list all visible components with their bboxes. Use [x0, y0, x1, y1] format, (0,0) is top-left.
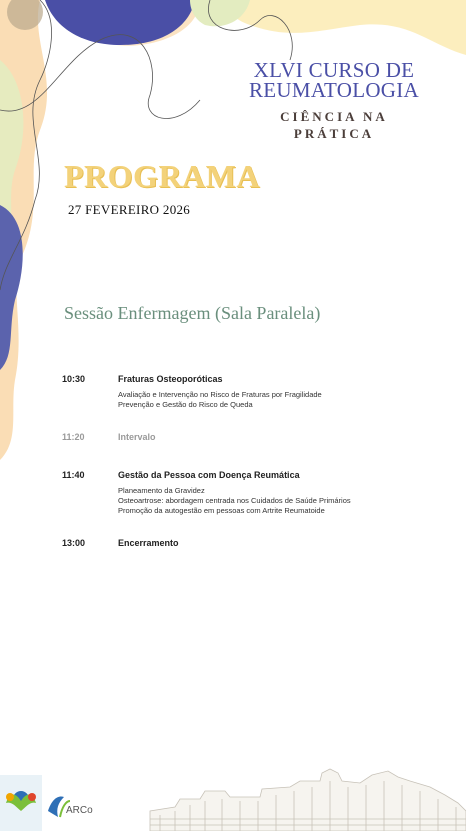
schedule-slot: [62, 432, 402, 470]
course-title-block: [234, 60, 434, 142]
slot-time: 11:40: [62, 470, 85, 480]
program-date: 27 FEVEREIRO 2026: [68, 202, 191, 217]
slot-time: 13:00: [62, 538, 86, 548]
slot-item: Avaliação e Intervenção no Risco de Fraturas por Fragilidade: [118, 390, 322, 399]
footer-illustration: [0, 751, 466, 831]
green-blob-left: [0, 60, 23, 250]
slot-title: Encerramento: [118, 538, 179, 548]
society-logo-icon: [0, 775, 42, 831]
course-subtitle: [234, 108, 434, 142]
arco-logo-icon: [48, 797, 93, 817]
arco-logo-text: ARCo: [66, 805, 93, 816]
small-circle-top-left: [7, 0, 43, 30]
slot-items: [118, 486, 402, 516]
blue-blob-top: [45, 0, 195, 45]
yellow-blob-top-right: [220, 0, 466, 55]
slot-item: Osteoartrose: abordagem centrada nos Cuidados de Saúde Primários: [118, 496, 351, 505]
peach-blob-top: [60, 0, 200, 46]
peach-blob-left: [0, 0, 47, 460]
slot-item: Prevenção e Gestão do Risco de Queda: [118, 400, 253, 409]
schedule-slot: [62, 538, 402, 558]
course-subtitle-line-1: CIÊNCIA NA: [280, 109, 388, 124]
slot-time: 10:30: [62, 374, 86, 384]
course-title-line-2: REUMATOLOGIA: [248, 78, 420, 102]
session-title: Sessão Enfermagem (Sala Paralela): [64, 303, 321, 323]
schedule-slot: [62, 374, 402, 432]
slot-items: [118, 390, 402, 410]
slot-title: Gestão da Pessoa com Doença Reumática: [118, 470, 300, 480]
green-blob-top: [190, 0, 250, 26]
course-subtitle-line-2: PRÁTICA: [293, 126, 375, 141]
course-title-line-1: XLVI CURSO DE: [253, 58, 415, 82]
slot-title: Intervalo: [118, 432, 156, 442]
blue-blob-left: [0, 205, 23, 370]
schedule-slot: [62, 470, 402, 538]
slot-time: 11:20: [62, 432, 85, 442]
slot-title: Fraturas Osteoporóticas: [118, 374, 223, 384]
slot-item: Promoção da autogestão em pessoas com Artrite Reumatoide: [118, 506, 325, 515]
line-swirl-left: [0, 0, 52, 290]
slot-item: Planeamento da Gravidez: [118, 486, 205, 495]
course-title: [234, 60, 434, 100]
schedule: [62, 374, 402, 558]
program-heading: PROGRAMA: [64, 158, 260, 194]
city-skyline-icon: [150, 769, 466, 831]
